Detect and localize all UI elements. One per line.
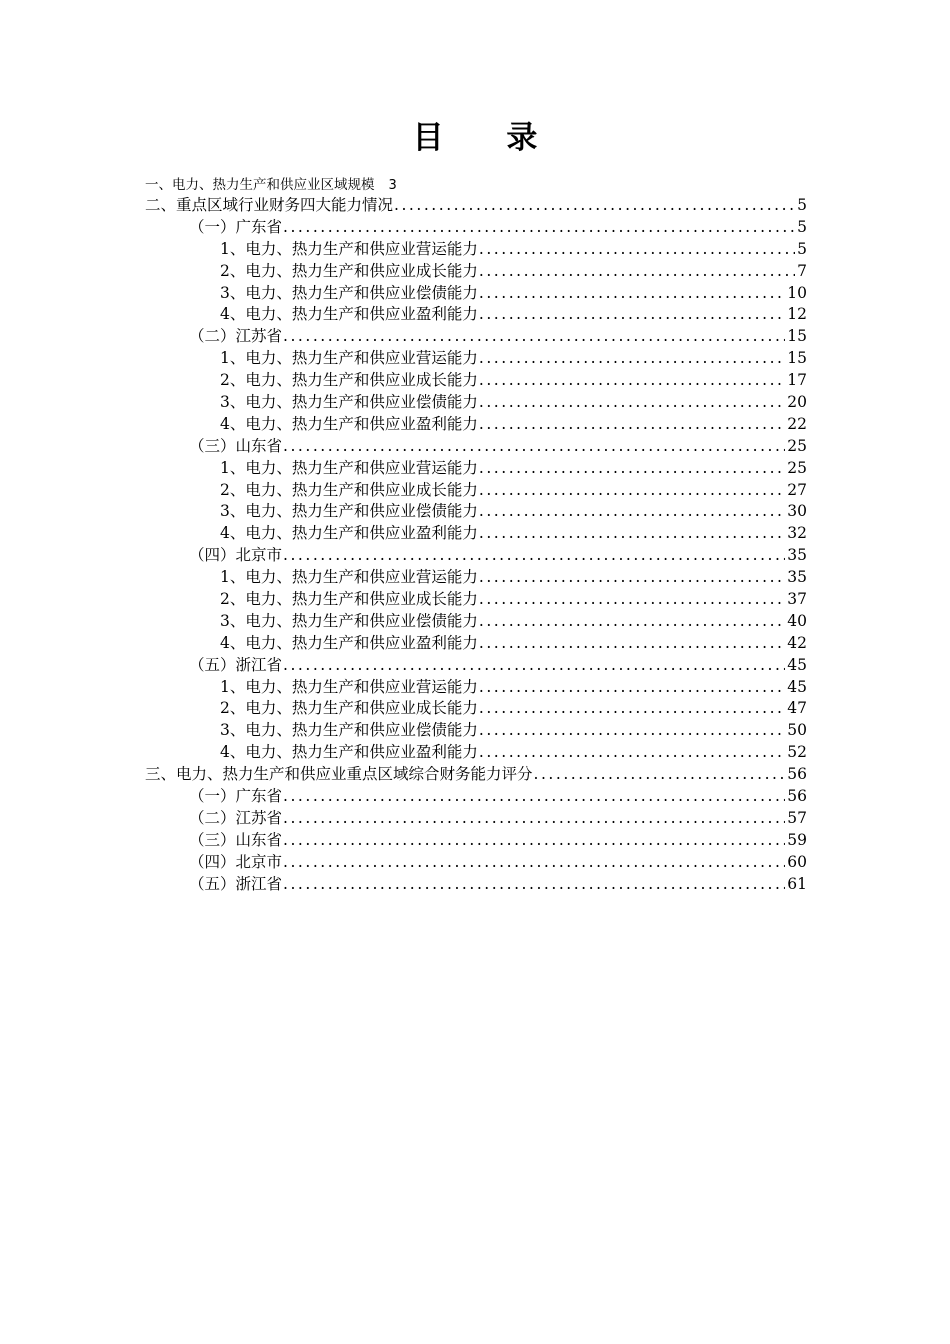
toc-entry-label: 1、电力、热力生产和供应业营运能力 [220,458,478,477]
toc-entry-label: （五）浙江省 [189,874,283,893]
toc-entry-page-number: 32 [787,524,807,543]
toc-entry-label: 1、电力、热力生产和供应业营运能力 [220,239,478,258]
toc-entry-label: （一）广东省 [189,787,283,806]
toc-dot-leader [479,698,785,720]
page-title: 目 录 [412,120,564,156]
toc-entry-page-number: 17 [787,371,807,390]
toc-entry[interactable] [145,545,807,567]
toc-entry[interactable] [145,414,807,436]
toc-entry-page-number: 47 [787,699,807,718]
toc-entry[interactable] [145,786,807,808]
toc-entry-page-number: 37 [787,590,807,609]
toc-entry-page-number: 5 [797,239,807,258]
toc-dot-leader [479,480,785,502]
toc-entry[interactable] [145,720,807,742]
toc-entry-page-number: 22 [787,414,807,433]
toc-entry-label: 1、电力、热力生产和供应业营运能力 [220,349,478,368]
toc-entry-label: 4、电力、热力生产和供应业盈利能力 [220,414,478,433]
toc-entry-label: （三）山东省 [189,436,283,455]
toc-entry[interactable] [145,176,807,195]
table-of-contents [145,176,807,896]
toc-entry-page-number: 7 [797,261,807,280]
toc-dot-leader [479,304,785,326]
toc-entry-label: （五）浙江省 [189,655,283,674]
toc-dot-leader [283,545,785,567]
toc-entry[interactable] [145,764,807,786]
toc-dot-leader [479,523,785,545]
toc-entry-page-number: 5 [797,196,807,214]
toc-entry-page-number: 15 [787,349,807,368]
toc-entry[interactable] [145,589,807,611]
toc-entry-page-number: 5 [797,217,807,236]
toc-entry[interactable] [145,808,807,830]
toc-entry-page-number: 27 [787,480,807,499]
toc-entry-label: 1、电力、热力生产和供应业营运能力 [220,677,478,696]
toc-entry-page-number: 61 [787,874,807,893]
toc-entry-label: （一）广东省 [189,217,283,236]
toc-entry[interactable] [145,655,807,677]
toc-dot-leader [479,283,785,305]
toc-dot-leader [283,808,785,830]
toc-dot-leader [283,436,785,458]
toc-dot-leader [479,567,785,589]
toc-dot-leader [479,720,785,742]
toc-entry-label: 4、电力、热力生产和供应业盈利能力 [220,305,478,324]
toc-dot-leader [479,261,795,283]
toc-entry-label: 4、电力、热力生产和供应业盈利能力 [220,633,478,652]
toc-entry-label: 3、电力、热力生产和供应业偿债能力 [220,283,478,302]
toc-entry[interactable] [145,523,807,545]
toc-entry[interactable] [145,633,807,655]
toc-entry-page-number: 3 [388,178,397,193]
toc-entry[interactable] [145,501,807,523]
toc-dot-leader [479,239,795,261]
toc-entry-page-number: 10 [787,283,807,302]
toc-entry-label: 2、电力、热力生产和供应业成长能力 [220,371,478,390]
toc-entry-label: （四）北京市 [189,546,283,565]
toc-dot-leader [479,611,785,633]
toc-entry-page-number: 15 [787,327,807,346]
toc-dot-leader [479,742,785,764]
toc-entry-label: 一、电力、热力生产和供应业区域规模 [145,177,375,193]
toc-entry[interactable] [145,283,807,305]
toc-entry[interactable] [145,677,807,699]
toc-entry-page-number: 35 [787,546,807,565]
toc-entry-page-number: 57 [787,808,807,827]
toc-entry-page-number: 45 [787,677,807,696]
toc-entry[interactable] [145,348,807,370]
toc-entry[interactable] [145,458,807,480]
toc-entry[interactable] [145,830,807,852]
toc-entry[interactable] [145,611,807,633]
toc-dot-leader [479,589,785,611]
toc-entry-label: 二、重点区域行业财务四大能力情况 [145,196,394,214]
toc-entry-label: 3、电力、热力生产和供应业偿债能力 [220,502,478,521]
toc-entry-page-number: 25 [787,458,807,477]
toc-entry-page-number: 42 [787,633,807,652]
toc-dot-leader [479,370,785,392]
toc-dot-leader [283,786,785,808]
toc-entry[interactable] [145,852,807,874]
toc-entry-page-number: 56 [787,787,807,806]
toc-entry-page-number: 40 [787,611,807,630]
toc-entry[interactable] [145,195,807,217]
toc-entry-label: 2、电力、热力生产和供应业成长能力 [220,699,478,718]
toc-entry-page-number: 52 [787,743,807,762]
toc-entry-label: 3、电力、热力生产和供应业偿债能力 [220,611,478,630]
toc-entry-label: （三）山东省 [189,830,283,849]
toc-dot-leader [479,392,785,414]
toc-entry[interactable] [145,217,807,239]
toc-entry-page-number: 60 [787,852,807,871]
toc-entry[interactable] [145,480,807,502]
toc-entry-label: 3、电力、热力生产和供应业偿债能力 [220,393,478,412]
toc-entry[interactable] [145,874,807,896]
toc-dot-leader [479,414,785,436]
toc-entry[interactable] [145,239,807,261]
toc-entry-page-number: 59 [787,830,807,849]
toc-entry-label: （二）江苏省 [189,808,283,827]
toc-entry[interactable] [145,742,807,764]
toc-dot-leader [283,655,785,677]
toc-dot-leader [394,195,795,217]
toc-entry[interactable] [145,436,807,458]
toc-dot-leader [283,217,795,239]
toc-entry-page-number: 12 [787,305,807,324]
toc-entry-page-number: 56 [787,765,807,784]
toc-dot-leader [283,830,785,852]
toc-entry[interactable] [145,698,807,720]
toc-entry-page-number: 35 [787,568,807,587]
toc-entry-label: （四）北京市 [189,852,283,871]
toc-entry[interactable] [145,392,807,414]
toc-entry-label: 2、电力、热力生产和供应业成长能力 [220,590,478,609]
toc-dot-leader [479,501,785,523]
toc-entry-page-number: 50 [787,721,807,740]
toc-dot-leader [479,458,785,480]
toc-entry-label: （二）江苏省 [189,327,283,346]
toc-entry[interactable] [145,304,807,326]
toc-entry-page-number: 20 [787,393,807,412]
toc-entry-label: 4、电力、热力生产和供应业盈利能力 [220,743,478,762]
toc-entry-label: 1、电力、热力生产和供应业营运能力 [220,568,478,587]
toc-entry-label: 2、电力、热力生产和供应业成长能力 [220,480,478,499]
toc-entry-label: 三、电力、热力生产和供应业重点区域综合财务能力评分 [145,765,533,784]
toc-entry-label: 2、电力、热力生产和供应业成长能力 [220,261,478,280]
toc-dot-leader [283,326,785,348]
toc-entry-label: 3、电力、热力生产和供应业偿债能力 [220,721,478,740]
toc-entry-label: 4、电力、热力生产和供应业盈利能力 [220,524,478,543]
toc-entry[interactable] [145,567,807,589]
toc-dot-leader [283,852,785,874]
toc-dot-leader [534,764,786,786]
toc-dot-leader [479,633,785,655]
toc-entry-page-number: 30 [787,502,807,521]
toc-entry-page-number: 25 [787,436,807,455]
toc-dot-leader [479,348,785,370]
toc-dot-leader [479,677,785,699]
toc-dot-leader [283,874,785,896]
toc-entry-page-number: 45 [787,655,807,674]
toc-entry[interactable] [145,370,807,392]
toc-entry[interactable] [145,326,807,348]
toc-entry[interactable] [145,261,807,283]
